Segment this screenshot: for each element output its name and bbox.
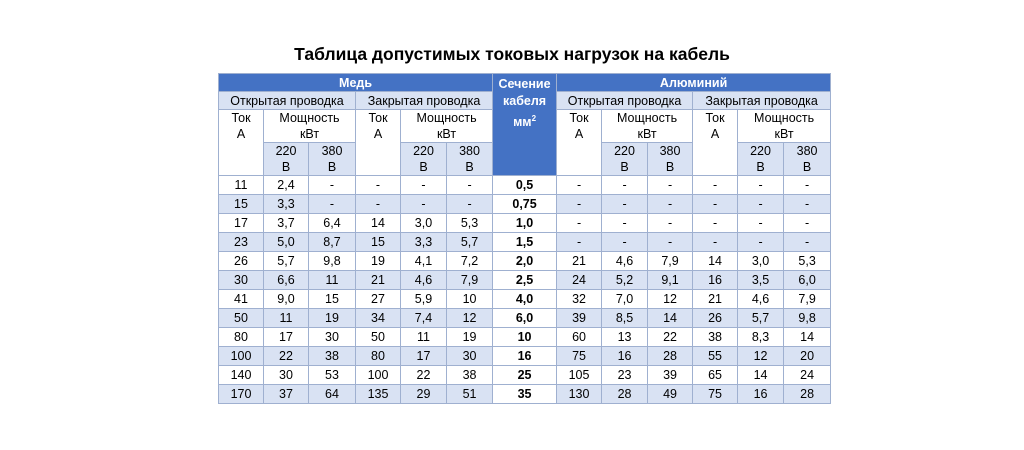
copper-value-cell: 5,3 (447, 214, 493, 233)
copper-value-cell: 21 (356, 271, 401, 290)
aluminum-value-cell: 7,9 (648, 252, 693, 271)
aluminum-value-cell: 22 (648, 328, 693, 347)
aluminum-value-cell: 75 (693, 385, 738, 404)
copper-value-cell: 37 (264, 385, 309, 404)
copper-value-cell: 15 (356, 233, 401, 252)
al-open-power-header: Мощность кВт (602, 110, 693, 143)
aluminum-value-cell: 21 (693, 290, 738, 309)
aluminum-value-cell: - (557, 195, 602, 214)
page-title: Таблица допустимых токовых нагрузок на кабель (294, 44, 730, 64)
copper-value-cell: 4,1 (401, 252, 447, 271)
copper-value-cell: 23 (219, 233, 264, 252)
aluminum-value-cell: 14 (693, 252, 738, 271)
copper-value-cell: 17 (219, 214, 264, 233)
copper-value-cell: 6,4 (309, 214, 356, 233)
aluminum-value-cell: 8,5 (602, 309, 648, 328)
section-cell: 35 (493, 385, 557, 404)
al-closed-wiring-header: Закрытая проводка (693, 92, 831, 110)
copper-value-cell: 170 (219, 385, 264, 404)
aluminum-value-cell: 4,6 (602, 252, 648, 271)
cable-load-table (218, 73, 831, 404)
cu-open-power-header: Мощность кВт (264, 110, 356, 143)
section-cell: 25 (493, 366, 557, 385)
copper-value-cell: 2,4 (264, 176, 309, 195)
aluminum-value-cell: 39 (557, 309, 602, 328)
copper-value-cell: 7,9 (447, 271, 493, 290)
aluminum-value-cell: - (602, 176, 648, 195)
aluminum-value-cell: 28 (602, 385, 648, 404)
copper-value-cell: - (309, 176, 356, 195)
section-header-sup: 2 (531, 114, 537, 123)
copper-value-cell: 51 (447, 385, 493, 404)
aluminum-value-cell: - (693, 233, 738, 252)
copper-value-cell: 22 (401, 366, 447, 385)
copper-value-cell: 38 (309, 347, 356, 366)
aluminum-value-cell: 24 (557, 271, 602, 290)
aluminum-value-cell: - (557, 176, 602, 195)
al-closed-220v-header: 220 В (738, 143, 784, 176)
aluminum-value-cell: 49 (648, 385, 693, 404)
aluminum-value-cell: 26 (693, 309, 738, 328)
aluminum-value-cell: 105 (557, 366, 602, 385)
section-header (493, 74, 557, 176)
table-row (219, 385, 831, 404)
aluminum-value-cell: 38 (693, 328, 738, 347)
copper-value-cell: 30 (219, 271, 264, 290)
aluminum-value-cell: 16 (738, 385, 784, 404)
aluminum-value-cell: 24 (784, 366, 831, 385)
aluminum-value-cell: - (602, 195, 648, 214)
copper-value-cell: 3,3 (264, 195, 309, 214)
aluminum-value-cell: 3,0 (738, 252, 784, 271)
copper-value-cell: 30 (447, 347, 493, 366)
aluminum-value-cell: 65 (693, 366, 738, 385)
copper-value-cell: 30 (309, 328, 356, 347)
copper-value-cell: - (401, 195, 447, 214)
copper-value-cell: - (356, 195, 401, 214)
aluminum-value-cell: 12 (738, 347, 784, 366)
aluminum-value-cell: - (738, 176, 784, 195)
aluminum-value-cell: 14 (648, 309, 693, 328)
copper-value-cell: 19 (356, 252, 401, 271)
aluminum-value-cell: 28 (648, 347, 693, 366)
copper-value-cell: 11 (219, 176, 264, 195)
copper-value-cell: 15 (219, 195, 264, 214)
copper-value-cell: 26 (219, 252, 264, 271)
aluminum-value-cell: - (602, 233, 648, 252)
copper-value-cell: 8,7 (309, 233, 356, 252)
cu-closed-power-header: Мощность кВт (401, 110, 493, 143)
aluminum-value-cell: - (557, 233, 602, 252)
aluminum-value-cell: 32 (557, 290, 602, 309)
aluminum-value-cell: 5,3 (784, 252, 831, 271)
section-cell: 1,5 (493, 233, 557, 252)
copper-value-cell: 5,9 (401, 290, 447, 309)
copper-value-cell: - (447, 176, 493, 195)
aluminum-value-cell: 6,0 (784, 271, 831, 290)
copper-value-cell: 29 (401, 385, 447, 404)
al-open-380v-header: 380 В (648, 143, 693, 176)
aluminum-value-cell: - (738, 195, 784, 214)
aluminum-value-cell: - (557, 214, 602, 233)
aluminum-value-cell: 5,7 (738, 309, 784, 328)
aluminum-value-cell: - (784, 214, 831, 233)
cu-closed-wiring-header: Закрытая проводка (356, 92, 493, 110)
al-closed-current-header: Ток А (693, 110, 738, 176)
copper-value-cell: 3,7 (264, 214, 309, 233)
copper-value-cell: 100 (219, 347, 264, 366)
aluminum-value-cell: - (648, 233, 693, 252)
aluminum-value-cell: 12 (648, 290, 693, 309)
al-closed-380v-header: 380 В (784, 143, 831, 176)
copper-value-cell: 17 (401, 347, 447, 366)
copper-value-cell: 80 (219, 328, 264, 347)
copper-value-cell: 9,8 (309, 252, 356, 271)
aluminum-value-cell: 14 (738, 366, 784, 385)
copper-value-cell: 15 (309, 290, 356, 309)
aluminum-value-cell: - (693, 176, 738, 195)
table-row (219, 195, 831, 214)
section-cell: 2,5 (493, 271, 557, 290)
copper-value-cell: 5,7 (264, 252, 309, 271)
copper-value-cell: 140 (219, 366, 264, 385)
section-header-line1: Сечение (498, 77, 551, 91)
al-open-wiring-header: Открытая проводка (557, 92, 693, 110)
aluminum-value-cell: 16 (602, 347, 648, 366)
copper-value-cell: 50 (356, 328, 401, 347)
copper-value-cell: 12 (447, 309, 493, 328)
aluminum-value-cell: 7,0 (602, 290, 648, 309)
copper-value-cell: 11 (264, 309, 309, 328)
section-cell: 0,5 (493, 176, 557, 195)
table-row (219, 252, 831, 271)
aluminum-value-cell: - (784, 176, 831, 195)
copper-value-cell: 3,3 (401, 233, 447, 252)
aluminum-value-cell: 3,5 (738, 271, 784, 290)
copper-value-cell: 6,6 (264, 271, 309, 290)
copper-value-cell: 7,2 (447, 252, 493, 271)
section-cell: 2,0 (493, 252, 557, 271)
copper-value-cell: 9,0 (264, 290, 309, 309)
aluminum-value-cell: 60 (557, 328, 602, 347)
aluminum-value-cell: - (693, 195, 738, 214)
aluminum-value-cell: 8,3 (738, 328, 784, 347)
table-row (219, 366, 831, 385)
copper-value-cell: 135 (356, 385, 401, 404)
copper-value-cell: 27 (356, 290, 401, 309)
table-row (219, 233, 831, 252)
copper-header: Медь (219, 74, 493, 92)
copper-value-cell: 14 (356, 214, 401, 233)
copper-value-cell: 10 (447, 290, 493, 309)
section-cell: 6,0 (493, 309, 557, 328)
section-cell: 0,75 (493, 195, 557, 214)
al-open-220v-header: 220 В (602, 143, 648, 176)
aluminum-value-cell: - (784, 195, 831, 214)
aluminum-value-cell: 130 (557, 385, 602, 404)
section-cell: 4,0 (493, 290, 557, 309)
copper-value-cell: 22 (264, 347, 309, 366)
table-row (219, 214, 831, 233)
aluminum-value-cell: 23 (602, 366, 648, 385)
copper-value-cell: 38 (447, 366, 493, 385)
aluminum-value-cell: 21 (557, 252, 602, 271)
aluminum-value-cell: 4,6 (738, 290, 784, 309)
table-row (219, 271, 831, 290)
copper-value-cell: 50 (219, 309, 264, 328)
aluminum-value-cell: 75 (557, 347, 602, 366)
section-cell: 10 (493, 328, 557, 347)
copper-value-cell: 7,4 (401, 309, 447, 328)
copper-value-cell: 3,0 (401, 214, 447, 233)
copper-value-cell: 11 (401, 328, 447, 347)
copper-value-cell: 5,0 (264, 233, 309, 252)
cu-open-220v-header: 220 В (264, 143, 309, 176)
copper-value-cell: 80 (356, 347, 401, 366)
section-header-line2: кабеля (502, 94, 547, 108)
copper-value-cell: 64 (309, 385, 356, 404)
copper-value-cell: 30 (264, 366, 309, 385)
aluminum-value-cell: 39 (648, 366, 693, 385)
section-cell: 16 (493, 347, 557, 366)
aluminum-value-cell: - (602, 214, 648, 233)
al-open-current-header: Ток А (557, 110, 602, 176)
aluminum-value-cell: 16 (693, 271, 738, 290)
aluminum-value-cell: 55 (693, 347, 738, 366)
copper-value-cell: - (447, 195, 493, 214)
al-closed-power-header: Мощность кВт (738, 110, 831, 143)
cu-open-380v-header: 380 В (309, 143, 356, 176)
copper-value-cell: 19 (447, 328, 493, 347)
aluminum-value-cell: - (693, 214, 738, 233)
table-row (219, 328, 831, 347)
aluminum-value-cell: - (648, 214, 693, 233)
table-row (219, 347, 831, 366)
copper-value-cell: 17 (264, 328, 309, 347)
copper-value-cell: 11 (309, 271, 356, 290)
section-header-unit: мм (513, 115, 532, 129)
aluminum-value-cell: - (738, 233, 784, 252)
aluminum-value-cell: - (784, 233, 831, 252)
table-row (219, 309, 831, 328)
section-cell: 1,0 (493, 214, 557, 233)
aluminum-value-cell: 14 (784, 328, 831, 347)
cu-closed-current-header: Ток А (356, 110, 401, 176)
cu-open-wiring-header: Открытая проводка (219, 92, 356, 110)
cu-closed-220v-header: 220 В (401, 143, 447, 176)
copper-value-cell: 5,7 (447, 233, 493, 252)
copper-value-cell: 53 (309, 366, 356, 385)
aluminum-value-cell: - (648, 195, 693, 214)
copper-value-cell: 34 (356, 309, 401, 328)
aluminum-value-cell: - (738, 214, 784, 233)
cu-open-current-header: Ток А (219, 110, 264, 176)
aluminum-value-cell: 13 (602, 328, 648, 347)
copper-value-cell: 4,6 (401, 271, 447, 290)
aluminum-header: Алюминий (557, 74, 831, 92)
table-row (219, 290, 831, 309)
copper-value-cell: - (356, 176, 401, 195)
cu-closed-380v-header: 380 В (447, 143, 493, 176)
copper-value-cell: 19 (309, 309, 356, 328)
aluminum-value-cell: 28 (784, 385, 831, 404)
table-row (219, 176, 831, 195)
copper-value-cell: 41 (219, 290, 264, 309)
aluminum-value-cell: 5,2 (602, 271, 648, 290)
aluminum-value-cell: 9,8 (784, 309, 831, 328)
aluminum-value-cell: 7,9 (784, 290, 831, 309)
copper-value-cell: - (401, 176, 447, 195)
aluminum-value-cell: 20 (784, 347, 831, 366)
copper-value-cell: 100 (356, 366, 401, 385)
copper-value-cell: - (309, 195, 356, 214)
aluminum-value-cell: - (648, 176, 693, 195)
aluminum-value-cell: 9,1 (648, 271, 693, 290)
